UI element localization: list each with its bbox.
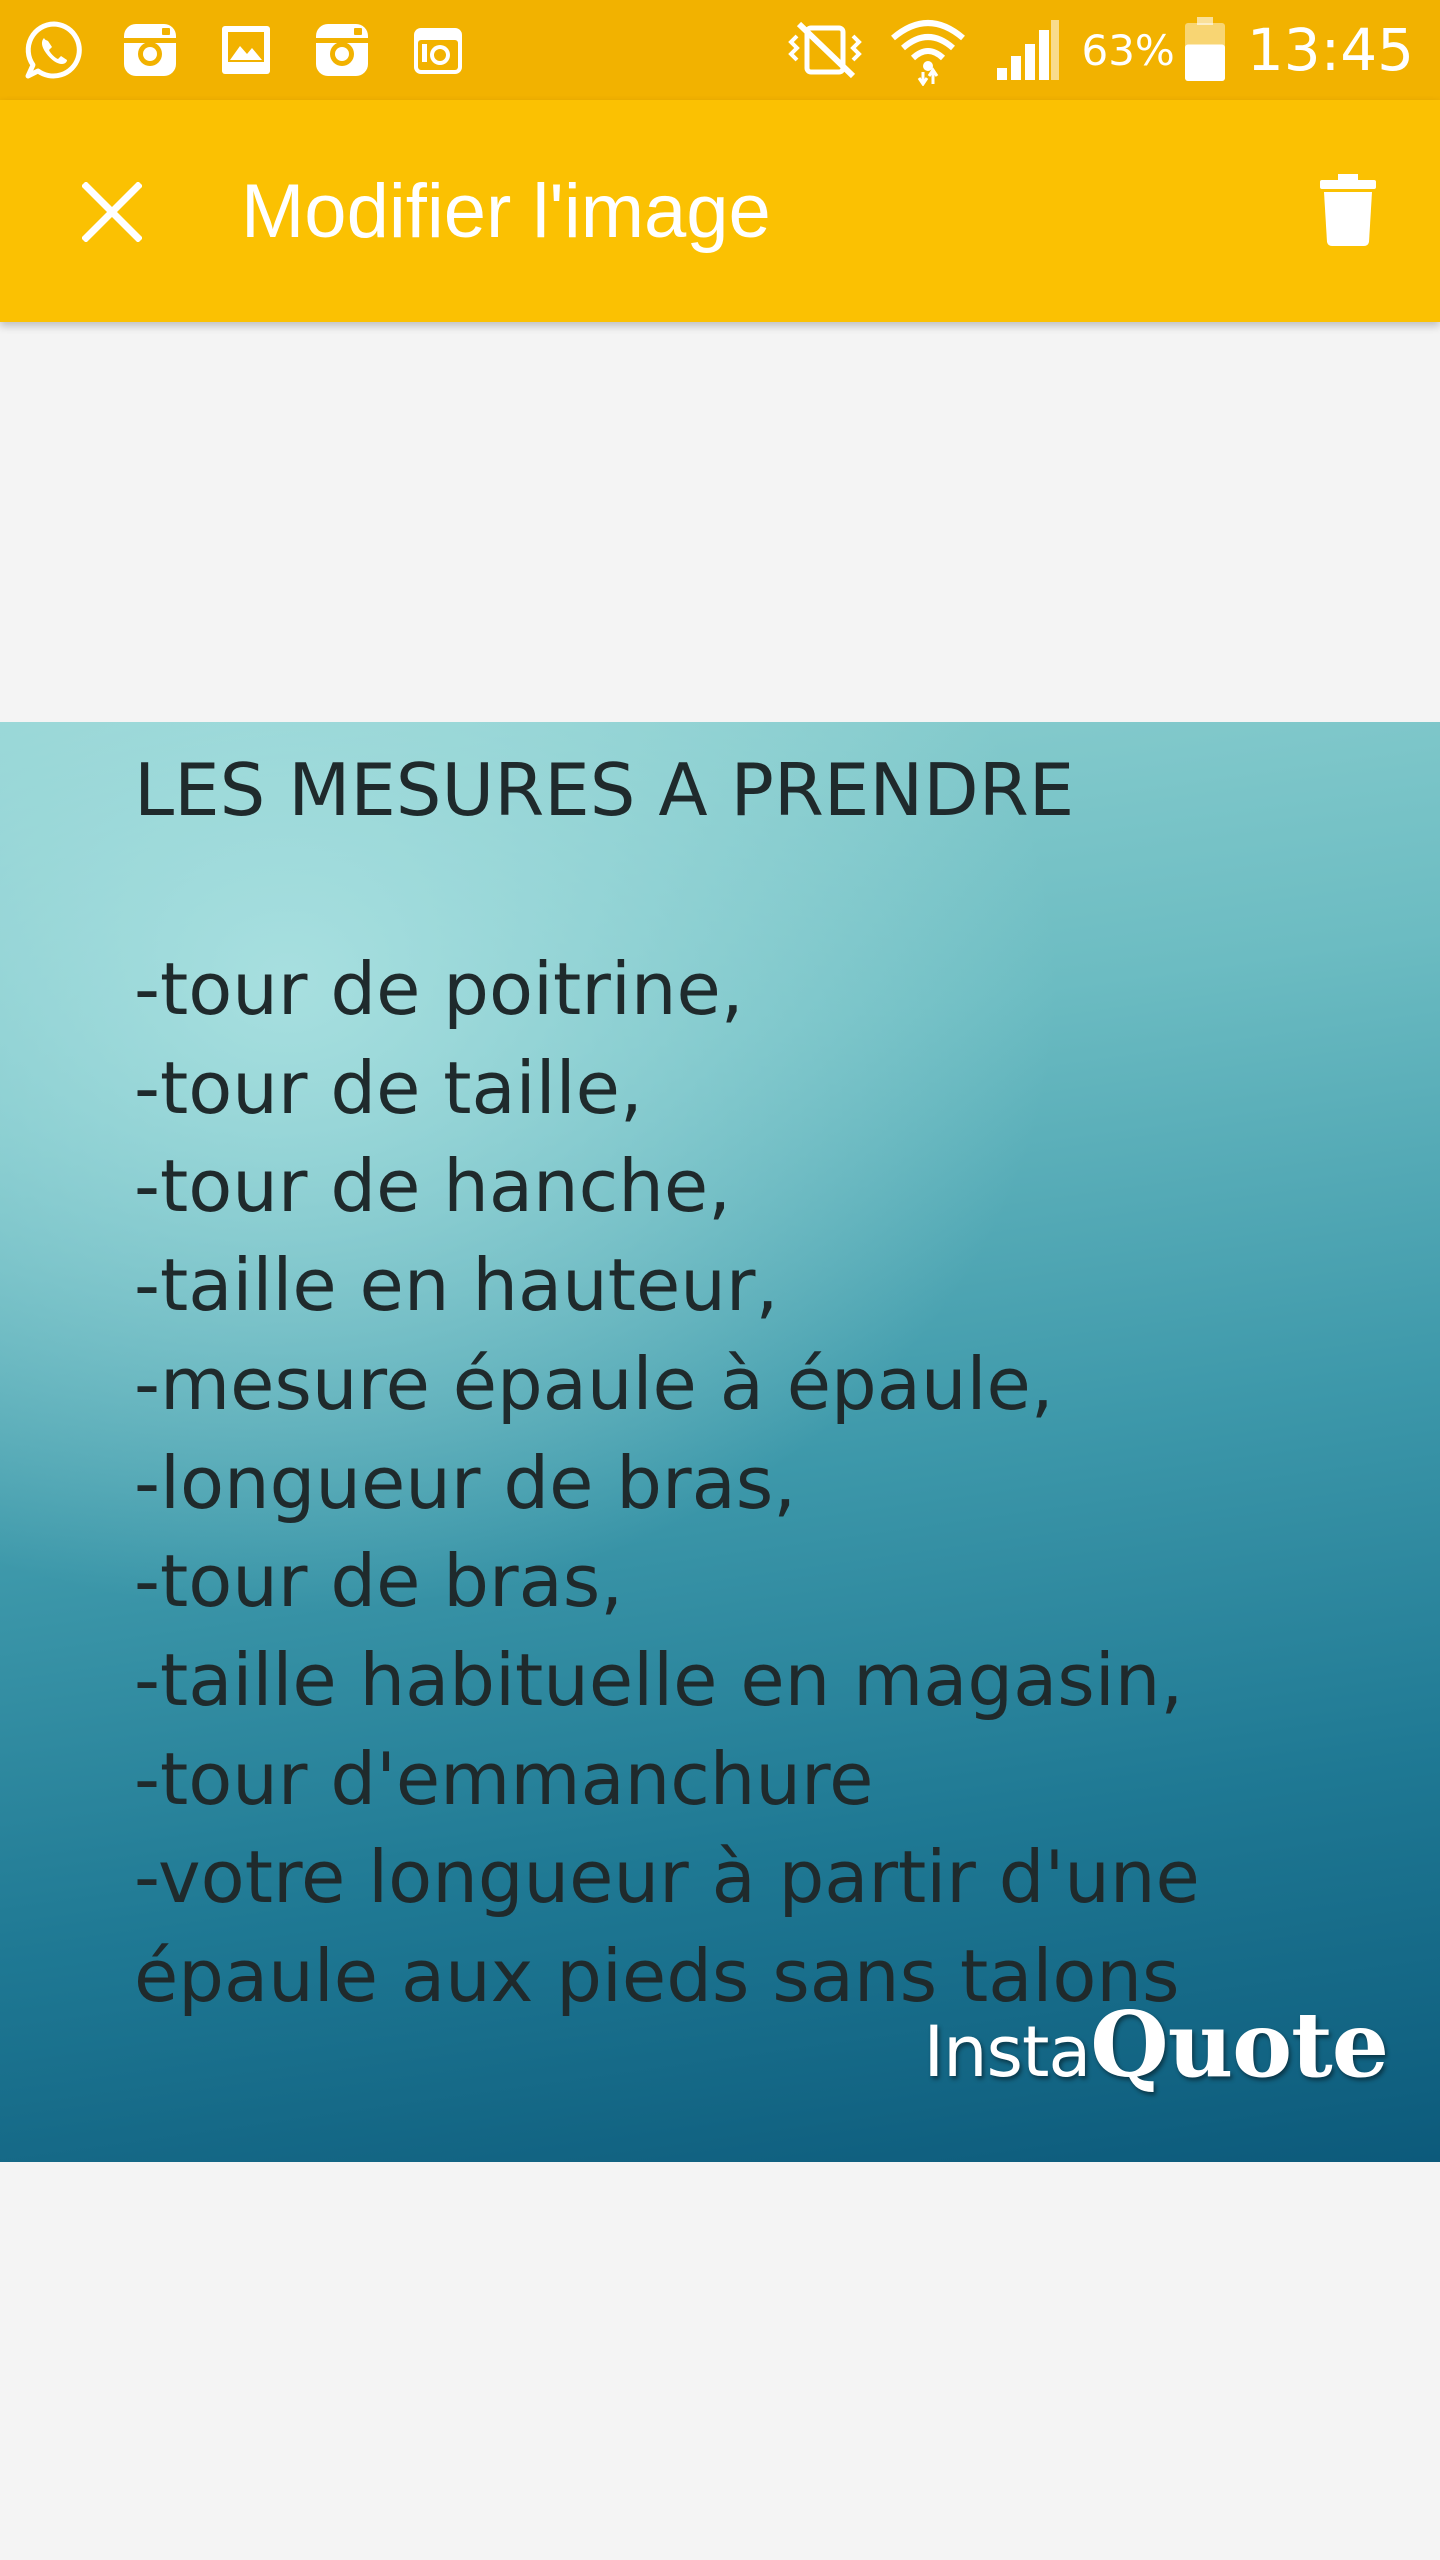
clock: 13:45 xyxy=(1246,16,1414,84)
status-bar xyxy=(0,0,1440,100)
signal-icon xyxy=(993,18,1063,82)
image-text xyxy=(134,740,1384,2026)
delete-button[interactable] xyxy=(1298,160,1398,260)
page-title: Modifier l'image xyxy=(241,169,771,254)
image-text-line: -mesure épaule à épaule, xyxy=(134,1341,1054,1426)
system-icons xyxy=(777,14,1414,86)
image-text-line: -votre longueur à partir d'une xyxy=(134,1835,1200,1920)
close-icon xyxy=(82,182,142,242)
image-text-line: -longueur de bras, xyxy=(134,1440,797,1525)
image-text-line: épaule aux pieds sans talons xyxy=(134,1934,1180,2019)
camera-app-icon xyxy=(406,18,470,82)
image-heading: LES MESURES A PRENDRE xyxy=(134,748,1075,832)
watermark-quote: Quote xyxy=(1090,1992,1388,2098)
whatsapp-icon xyxy=(22,18,86,82)
image-text-line: -tour de taille, xyxy=(134,1045,643,1130)
notification-icons xyxy=(22,20,470,80)
trash-icon xyxy=(1320,174,1376,246)
image-lines xyxy=(134,940,1384,2026)
instagram-icon xyxy=(310,18,374,82)
instaquote-watermark xyxy=(923,1992,1388,2098)
image-text-line: -tour de bras, xyxy=(134,1539,624,1624)
watermark-insta: Insta xyxy=(923,2011,1091,2093)
close-button[interactable] xyxy=(62,162,162,262)
image-text-line: -tour de poitrine, xyxy=(134,947,744,1031)
wifi-icon xyxy=(889,14,967,86)
vibrate-mute-icon xyxy=(777,18,873,82)
image-text-line: -tour d'emmanchure xyxy=(134,1736,874,1821)
battery-icon xyxy=(1183,17,1227,83)
instagram-icon xyxy=(118,18,182,82)
app-bar xyxy=(0,100,1440,322)
gallery-icon xyxy=(214,18,278,82)
edited-image[interactable] xyxy=(0,722,1440,2162)
image-text-line: -taille en hauteur, xyxy=(134,1243,779,1328)
image-text-line: -taille habituelle en magasin, xyxy=(134,1637,1184,1722)
battery-percent: 63% xyxy=(1081,25,1175,75)
image-text-line: -tour de hanche, xyxy=(134,1144,732,1229)
